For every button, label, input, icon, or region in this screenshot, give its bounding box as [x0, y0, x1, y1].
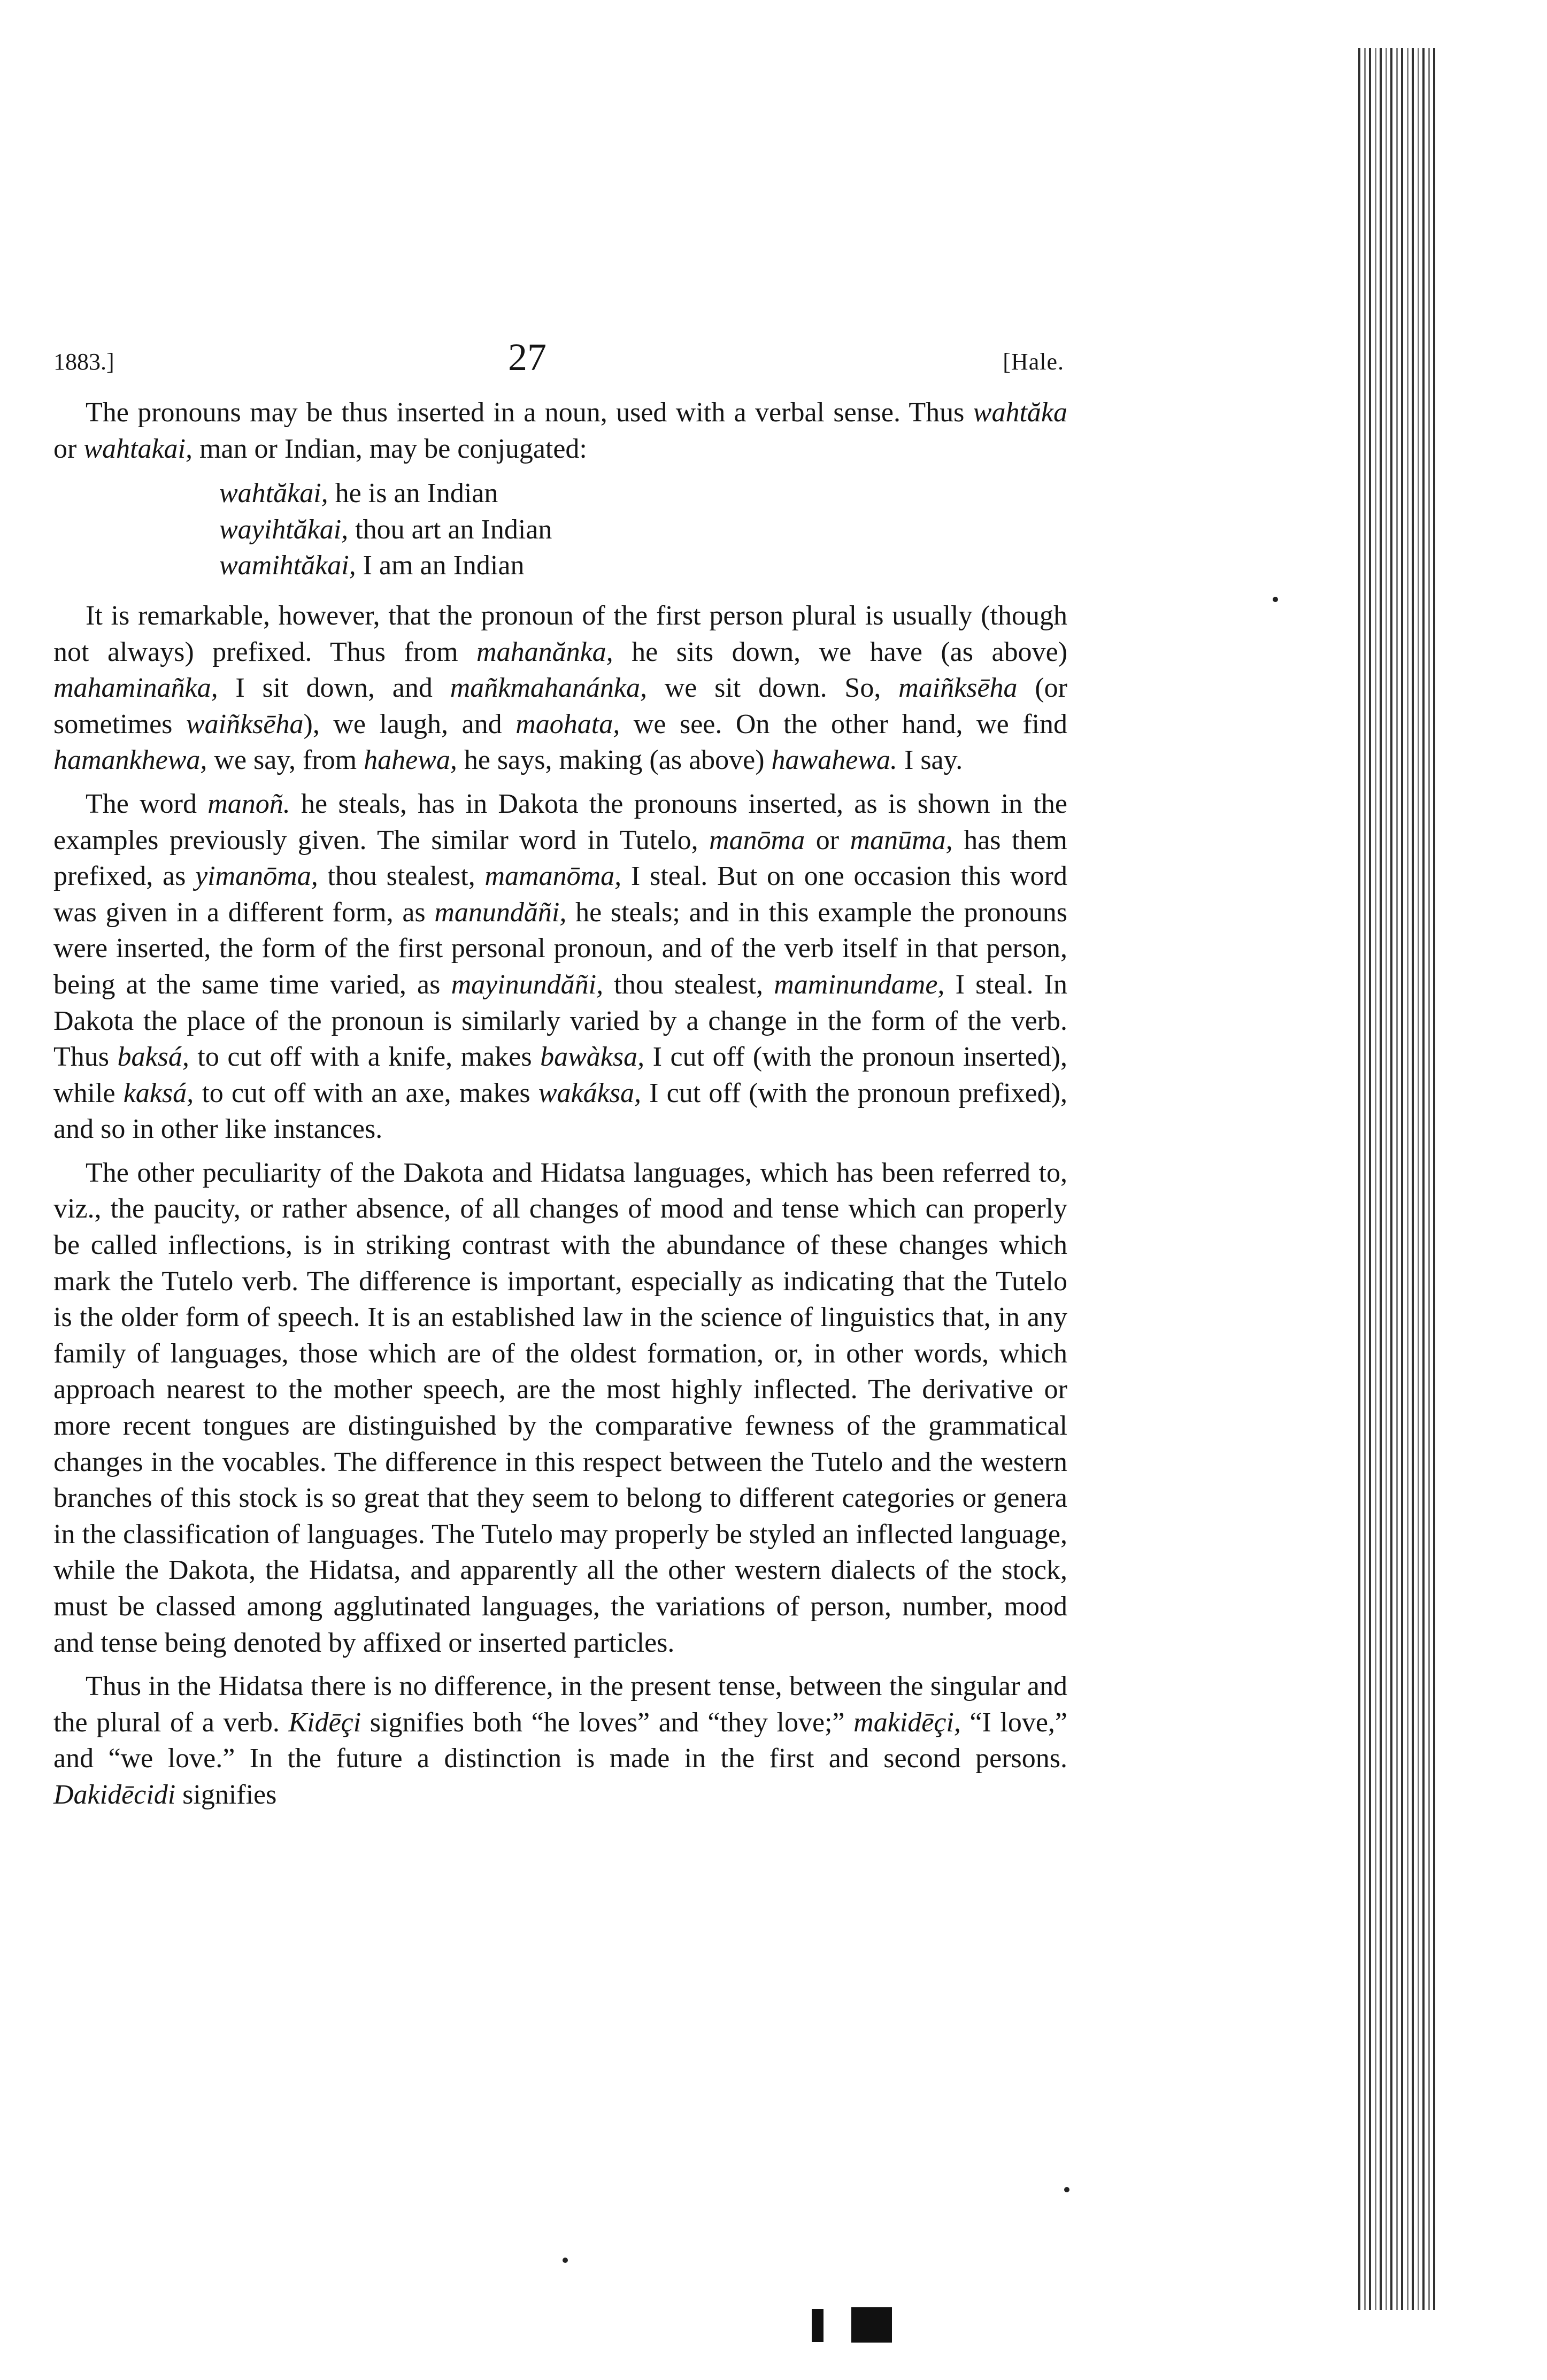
p3-text: I steal. In Dakota the place of the pronoun is similarly varied by a change in the form of the verb. Thus [53, 969, 1067, 1073]
running-header [53, 321, 1064, 380]
p3-text: he steals, has in Dakota the pronouns inserted, as is shown in the examples previously given. The similar word in Tutelo, [53, 788, 1068, 856]
p2-word: hawahewa. [771, 745, 897, 776]
p3-text: to cut off with a knife, makes [189, 1042, 541, 1073]
p3-word: maminundame, [774, 969, 945, 1000]
example-gloss: thou art an Indian [348, 514, 552, 545]
p2-text: (or sometimes [53, 673, 1067, 740]
example-line [219, 548, 1067, 584]
p5-word: makidēçi, [853, 1707, 961, 1738]
p3-text: has them prefixed, as [53, 825, 1067, 892]
p3-word: mamanōma, [484, 861, 622, 892]
p3-text: thou stealest, [603, 969, 774, 1000]
p2-text: I say. [897, 745, 963, 776]
example-word: wahtăkai, [219, 478, 328, 509]
body-text [53, 395, 1067, 1813]
scan-speck [1064, 2187, 1069, 2192]
example-line [219, 512, 1067, 548]
p3-text: I steal. But on one occasion this word was given in a different form, as [53, 861, 1067, 928]
p2-word: mahaminañka, [53, 673, 218, 704]
p3-text: The word [86, 788, 208, 819]
scan-speck [1273, 597, 1278, 602]
scan-mark [851, 2307, 892, 2343]
header-author: [Hale. [1003, 349, 1064, 375]
paragraph-5 [53, 1668, 1067, 1813]
example-gloss: I am an Indian [356, 550, 525, 581]
p2-text: It is remarkable, however, that the pronoun of the first person plural is usually (though not always) prefixed. Thus from [53, 600, 1067, 667]
p3-text: I cut off (with the pronoun prefixed), and so in other like instances. [53, 1077, 1067, 1145]
p2-text: he sits down, we have (as above) [613, 636, 1068, 667]
p3-word: manoñ. [207, 788, 290, 819]
p2-word: maohata, [515, 708, 620, 740]
p1-text-2: or [53, 433, 84, 464]
p2-word: hamankhewa, [53, 745, 207, 776]
p2-text: we see. On the other hand, we find [620, 708, 1068, 740]
paragraph-4: The other peculiarity of the Dakota and Hidatsa languages, which has been referred to, viz., the paucity, or rather absence, of all changes of mood and tense which can properly be called inflections, is in striking contrast with the abundance of these changes which mark the Tutelo verb. The difference is important, especially as indicating that the Tutelo is the older form of speech. It is an established law in the science of linguistics that, in any family of languages, those which are of the oldest formation, or, in other words, which approach nearest to the mother speech, are the most highly inflected. The derivative or more recent tongues are distinguished by the comparative fewness of the grammatical changes in the vocables. The difference in this respect between the Tutelo and the western branches of this stock is so great that they seem to belong to different categories or genera in the classification of languages. The Tutelo may properly be styled an inflected language, while the Dakota, the Hidatsa, and apparently all the other western dialects of the stock, must be classed among agglutinated languages, the variations of person, number, mood and tense being denoted by affixed or inserted particles. [53, 1157, 1067, 1658]
p2-text: we sit down. So, [646, 673, 899, 704]
header-year: 1883.] [53, 349, 114, 375]
example-gloss: he is an Indian [328, 478, 498, 509]
p5-text: signifies [175, 1779, 277, 1810]
p3-text: or [805, 825, 850, 856]
p2-word: maiñksēha [898, 673, 1018, 704]
p3-text: to cut off with an axe, makes [194, 1077, 538, 1108]
p3-word: wakáksa, [538, 1077, 641, 1108]
scan-mark [812, 2309, 823, 2342]
p3-word: baksá, [117, 1042, 189, 1073]
p5-text: Thus in the Hidatsa there is no difference, in the present tense, between the singular and the plural of a verb. [53, 1671, 1067, 1738]
p3-word: manōma [709, 825, 805, 856]
scan-speck [563, 2258, 568, 2263]
p2-text: I sit down, and [218, 673, 450, 704]
p5-word: Dakidēcidi [53, 1779, 176, 1810]
paragraph-3 [53, 786, 1067, 1147]
p2-word: waiñksēha [186, 708, 304, 740]
p3-word: bawàksa, [540, 1042, 645, 1073]
p1-text-1: The pronouns may be thus inserted in a noun, used with a verbal sense. Thus [86, 397, 973, 428]
p1-text-3: man or Indian, may be conjugated: [193, 433, 587, 464]
p2-text: he says, making (as above) [457, 745, 772, 776]
paragraph-2 [53, 598, 1067, 779]
p5-text: signifies both “he loves” and “they love;” [361, 1707, 854, 1738]
p3-text: he steals; and in this example the pronouns were inserted, the form of the first personal pronoun, and of the verb itself in that person, being at the same time varied, as [53, 897, 1067, 1000]
p2-text: we say, from [207, 745, 364, 776]
p3-word: mayinundăñi, [451, 969, 604, 1000]
paragraph-1 [53, 395, 1067, 467]
example-line [219, 475, 1067, 512]
p1-word-2: wahtakai, [83, 433, 193, 464]
conjugation-examples [219, 475, 1067, 584]
p5-word: Kidēçi [288, 1707, 361, 1738]
example-word: wamihtăkai, [219, 550, 356, 581]
p5-text: “I love,” and “we love.” In the future a distinction is made in the first and second persons. [53, 1707, 1067, 1774]
p3-word: manūma, [850, 825, 953, 856]
p3-text: I cut off (with the pronoun inserted), while [53, 1042, 1067, 1108]
page-number: 27 [508, 336, 547, 379]
p2-word: hahewa, [364, 745, 457, 776]
p1-word-1: wahtăka [973, 397, 1067, 428]
p3-word: yimanōma, [195, 861, 318, 892]
binding-edge-scan-artifact [1358, 48, 1438, 2310]
p2-word: mahanănka, [476, 636, 613, 667]
p2-word: mañkmahanánka, [450, 673, 647, 704]
example-word: wayihtăkai, [219, 514, 349, 545]
p3-word: kaksá, [123, 1077, 194, 1108]
p2-text: ), we laugh, and [303, 708, 516, 740]
p3-text: thou stealest, [318, 861, 485, 892]
p3-word: manundăñi, [434, 897, 567, 928]
